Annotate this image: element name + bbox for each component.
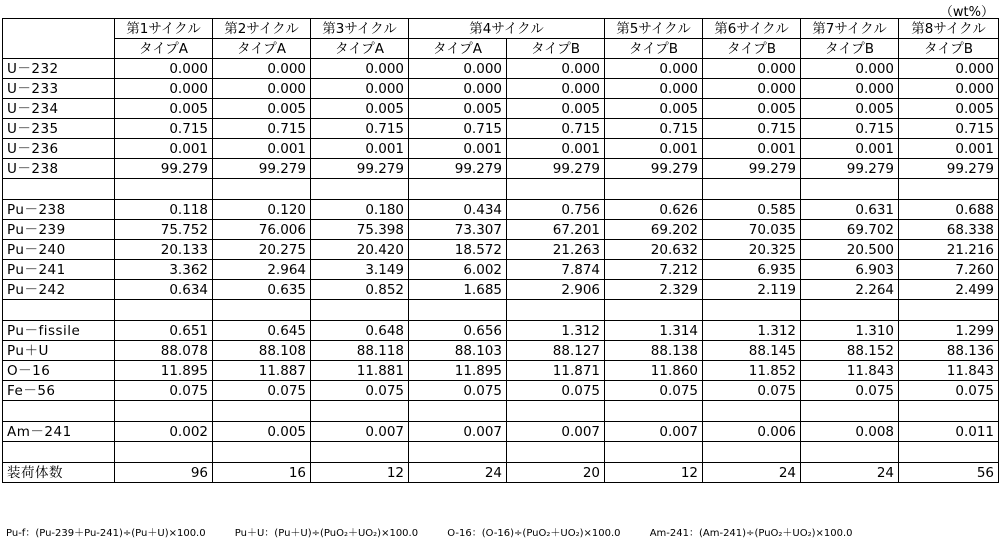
value-cell: 0.000 [703,59,801,79]
table-row [3,220,999,240]
value-cell: 20.133 [115,240,213,260]
empty-cell [801,300,899,321]
value-cell: 0.645 [213,321,311,341]
value-cell: 88.145 [703,341,801,361]
value-cell: 0.075 [213,381,311,401]
table-row [3,59,999,79]
value-cell: 0.006 [703,422,801,442]
value-cell: 56 [899,463,999,483]
value-cell: 99.279 [507,159,605,179]
value-cell: 2.119 [703,280,801,300]
empty-cell [3,442,115,463]
value-cell: 0.075 [409,381,507,401]
value-cell: 3.149 [311,260,409,280]
empty-cell [311,179,409,200]
value-cell: 1.314 [605,321,703,341]
value-cell: 0.000 [409,59,507,79]
empty-cell [703,300,801,321]
table-row [3,321,999,341]
value-cell: 11.843 [899,361,999,381]
value-cell: 6.002 [409,260,507,280]
value-cell: 0.000 [507,79,605,99]
value-cell: 0.000 [115,79,213,99]
value-cell: 0.180 [311,200,409,220]
table-row [3,381,999,401]
row-label: U－232 [3,59,115,79]
value-cell: 88.152 [801,341,899,361]
value-cell: 12 [605,463,703,483]
empty-cell [115,401,213,422]
value-cell: 0.008 [801,422,899,442]
value-cell: 0.756 [507,200,605,220]
value-cell: 0.005 [801,99,899,119]
value-cell: 0.075 [703,381,801,401]
value-cell: 24 [801,463,899,483]
header-row-cycles [3,19,999,39]
row-label: 装荷体数 [3,463,115,483]
row-label: Pu－fissile [3,321,115,341]
value-cell: 7.874 [507,260,605,280]
value-cell: 0.631 [801,200,899,220]
value-cell: 0.005 [605,99,703,119]
value-cell: 0.715 [311,119,409,139]
value-cell: 0.075 [507,381,605,401]
value-cell: 0.005 [213,99,311,119]
empty-cell [703,442,801,463]
value-cell: 20.275 [213,240,311,260]
value-cell: 99.279 [899,159,999,179]
value-cell: 0.005 [507,99,605,119]
value-cell: 0.118 [115,200,213,220]
value-cell: 0.000 [801,79,899,99]
value-cell: 0.688 [899,200,999,220]
table-row [3,240,999,260]
row-label: Pu－240 [3,240,115,260]
empty-cell [899,300,999,321]
value-cell: 0.001 [507,139,605,159]
spacer-row [3,401,999,422]
empty-cell [703,401,801,422]
spacer-row [3,300,999,321]
footnote-am241: Am-241：(Am-241)÷(PuO₂＋UO₂)×100.0 [649,528,853,539]
empty-cell [605,179,703,200]
header-cycle-4: 第4サイクル [409,19,605,39]
empty-cell [213,401,311,422]
row-label: U－233 [3,79,115,99]
footnote-pu-u: Pu＋U：(Pu＋U)÷(PuO₂＋UO₂)×100.0 [234,528,419,539]
unit-label: （wt%） [939,5,994,20]
value-cell: 20 [507,463,605,483]
empty-cell [801,401,899,422]
header-cycle-1: 第1サイクル [115,19,213,39]
header-type: タイプA [115,39,213,59]
value-cell: 0.011 [899,422,999,442]
value-cell: 0.715 [507,119,605,139]
value-cell: 2.329 [605,280,703,300]
empty-cell [507,442,605,463]
empty-cell [507,300,605,321]
header-cycle-2: 第2サイクル [213,19,311,39]
value-cell: 88.103 [409,341,507,361]
table-row [3,119,999,139]
empty-cell [3,401,115,422]
value-cell: 0.000 [899,79,999,99]
value-cell: 0.007 [311,422,409,442]
value-cell: 0.715 [801,119,899,139]
row-label: U－238 [3,159,115,179]
header-type: タイプB [507,39,605,59]
value-cell: 1.312 [507,321,605,341]
value-cell: 0.715 [899,119,999,139]
table-row [3,260,999,280]
header-type: タイプA [409,39,507,59]
value-cell: 21.263 [507,240,605,260]
value-cell: 67.201 [507,220,605,240]
value-cell: 88.127 [507,341,605,361]
header-cycle-6: 第6サイクル [703,19,801,39]
table-row [3,79,999,99]
empty-cell [213,179,311,200]
empty-cell [311,442,409,463]
value-cell: 0.626 [605,200,703,220]
empty-cell [703,179,801,200]
value-cell: 11.852 [703,361,801,381]
empty-cell [605,401,703,422]
value-cell: 20.420 [311,240,409,260]
table-row [3,139,999,159]
empty-cell [311,300,409,321]
value-cell: 73.307 [409,220,507,240]
value-cell: 0.715 [605,119,703,139]
value-cell: 99.279 [311,159,409,179]
value-cell: 0.001 [213,139,311,159]
value-cell: 0.005 [899,99,999,119]
spacer-row [3,179,999,200]
value-cell: 99.279 [115,159,213,179]
value-cell: 0.656 [409,321,507,341]
empty-cell [507,401,605,422]
value-cell: 0.001 [115,139,213,159]
value-cell: 88.118 [311,341,409,361]
value-cell: 20.500 [801,240,899,260]
table-row [3,422,999,442]
header-type: タイプB [801,39,899,59]
table-row [3,200,999,220]
value-cell: 0.001 [409,139,507,159]
row-label: U－234 [3,99,115,119]
value-cell: 0.000 [311,79,409,99]
value-cell: 21.216 [899,240,999,260]
value-cell: 88.108 [213,341,311,361]
value-cell: 0.634 [115,280,213,300]
value-cell: 0.007 [409,422,507,442]
value-cell: 99.279 [605,159,703,179]
value-cell: 18.572 [409,240,507,260]
value-cell: 0.005 [115,99,213,119]
empty-cell [899,442,999,463]
value-cell: 2.964 [213,260,311,280]
value-cell: 99.279 [213,159,311,179]
header-cycle-8: 第8サイクル [899,19,999,39]
empty-cell [115,300,213,321]
row-label: Pu－242 [3,280,115,300]
value-cell: 68.338 [899,220,999,240]
value-cell: 0.715 [213,119,311,139]
empty-cell [409,401,507,422]
empty-cell [801,442,899,463]
value-cell: 3.362 [115,260,213,280]
value-cell: 2.499 [899,280,999,300]
value-cell: 6.903 [801,260,899,280]
value-cell: 96 [115,463,213,483]
empty-cell [507,179,605,200]
value-cell: 69.702 [801,220,899,240]
empty-cell [899,401,999,422]
value-cell: 1.310 [801,321,899,341]
table-row [3,361,999,381]
value-cell: 0.434 [409,200,507,220]
value-cell: 11.895 [409,361,507,381]
value-cell: 7.260 [899,260,999,280]
value-cell: 11.895 [115,361,213,381]
value-cell: 76.006 [213,220,311,240]
header-type: タイプB [605,39,703,59]
value-cell: 0.000 [213,79,311,99]
value-cell: 0.005 [213,422,311,442]
value-cell: 11.860 [605,361,703,381]
value-cell: 2.264 [801,280,899,300]
value-cell: 0.007 [507,422,605,442]
value-cell: 0.585 [703,200,801,220]
header-cycle-5: 第5サイクル [605,19,703,39]
value-cell: 0.005 [311,99,409,119]
value-cell: 0.001 [899,139,999,159]
empty-cell [801,179,899,200]
row-label: Pu－239 [3,220,115,240]
value-cell: 0.715 [409,119,507,139]
value-cell: 0.001 [605,139,703,159]
value-cell: 0.000 [605,79,703,99]
value-cell: 0.715 [115,119,213,139]
value-cell: 7.212 [605,260,703,280]
value-cell: 75.752 [115,220,213,240]
empty-cell [899,179,999,200]
footnotes [6,524,879,539]
value-cell: 6.935 [703,260,801,280]
empty-cell [213,442,311,463]
empty-cell [213,300,311,321]
value-cell: 16 [213,463,311,483]
value-cell: 20.632 [605,240,703,260]
value-cell: 88.078 [115,341,213,361]
value-cell: 0.075 [801,381,899,401]
spacer-row [3,442,999,463]
value-cell: 0.001 [703,139,801,159]
table-row [3,280,999,300]
table-row [3,99,999,119]
empty-cell [409,442,507,463]
row-label: Am－241 [3,422,115,442]
row-label: U－235 [3,119,115,139]
empty-cell [311,401,409,422]
value-cell: 0.648 [311,321,409,341]
value-cell: 99.279 [703,159,801,179]
value-cell: 0.000 [801,59,899,79]
value-cell: 0.000 [899,59,999,79]
value-cell: 0.635 [213,280,311,300]
value-cell: 70.035 [703,220,801,240]
value-cell: 99.279 [801,159,899,179]
table-row [3,159,999,179]
value-cell: 0.075 [311,381,409,401]
value-cell: 1.312 [703,321,801,341]
corner-cell [3,19,115,59]
header-cycle-3: 第3サイクル [311,19,409,39]
value-cell: 24 [703,463,801,483]
value-cell: 69.202 [605,220,703,240]
value-cell: 11.843 [801,361,899,381]
row-label: Pu－241 [3,260,115,280]
value-cell: 0.002 [115,422,213,442]
empty-cell [409,300,507,321]
row-label: O－16 [3,361,115,381]
value-cell: 1.299 [899,321,999,341]
header-type: タイプA [311,39,409,59]
composition-table [2,18,999,483]
value-cell: 99.279 [409,159,507,179]
value-cell: 12 [311,463,409,483]
empty-cell [605,442,703,463]
empty-cell [605,300,703,321]
value-cell: 0.651 [115,321,213,341]
value-cell: 0.001 [311,139,409,159]
value-cell: 0.000 [311,59,409,79]
row-label: U－236 [3,139,115,159]
value-cell: 0.000 [507,59,605,79]
empty-cell [115,442,213,463]
value-cell: 0.075 [115,381,213,401]
value-cell: 11.881 [311,361,409,381]
value-cell: 0.715 [703,119,801,139]
value-cell: 0.120 [213,200,311,220]
value-cell: 0.000 [703,79,801,99]
value-cell: 0.005 [409,99,507,119]
value-cell: 0.000 [213,59,311,79]
value-cell: 0.001 [801,139,899,159]
header-cycle-7: 第7サイクル [801,19,899,39]
value-cell: 0.000 [409,79,507,99]
empty-cell [115,179,213,200]
header-type: タイプB [899,39,999,59]
value-cell: 0.075 [899,381,999,401]
table-row [3,463,999,483]
value-cell: 88.138 [605,341,703,361]
empty-cell [409,179,507,200]
value-cell: 0.007 [605,422,703,442]
value-cell: 0.000 [605,59,703,79]
header-row-types [3,39,999,59]
value-cell: 0.852 [311,280,409,300]
empty-cell [3,300,115,321]
value-cell: 1.685 [409,280,507,300]
value-cell: 24 [409,463,507,483]
value-cell: 11.871 [507,361,605,381]
value-cell: 75.398 [311,220,409,240]
value-cell: 0.075 [605,381,703,401]
value-cell: 0.005 [703,99,801,119]
value-cell: 11.887 [213,361,311,381]
header-type: タイプB [703,39,801,59]
row-label: Pu＋U [3,341,115,361]
footnote-o16: O-16：(O-16)÷(PuO₂＋UO₂)×100.0 [447,528,621,539]
row-label: Fe－56 [3,381,115,401]
table-row [3,341,999,361]
header-type: タイプA [213,39,311,59]
footnote-pu-f: Pu-f：(Pu-239＋Pu-241)÷(Pu＋U)×100.0 [6,528,206,539]
value-cell: 20.325 [703,240,801,260]
empty-cell [3,179,115,200]
value-cell: 2.906 [507,280,605,300]
value-cell: 0.000 [115,59,213,79]
row-label: Pu－238 [3,200,115,220]
value-cell: 88.136 [899,341,999,361]
